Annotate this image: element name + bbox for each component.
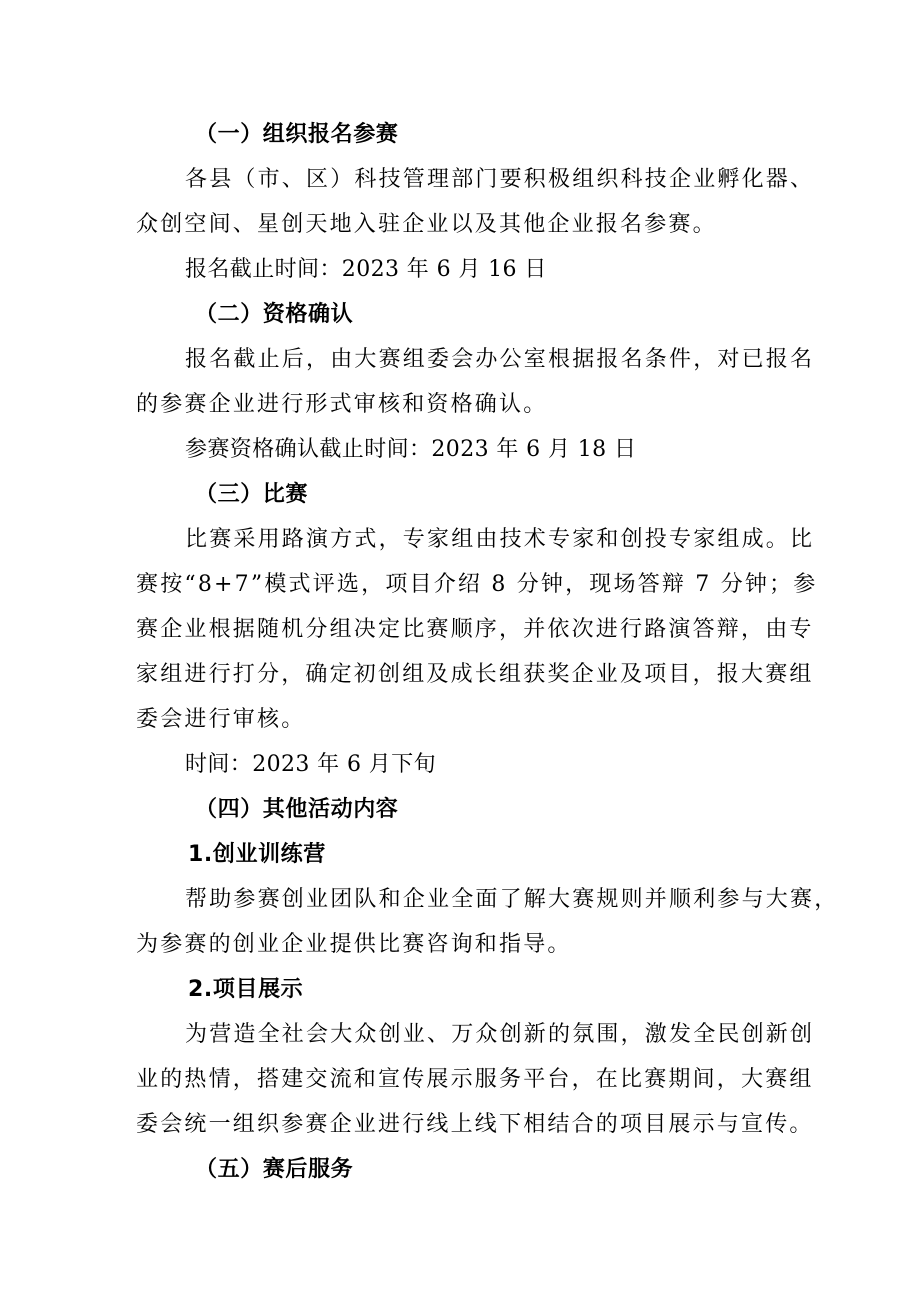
paragraph-line: 家组进行打分，确定初创组及成长组获奖企业及项目，报大赛组 <box>136 662 814 687</box>
section-heading-3: （三）比赛 <box>195 482 309 507</box>
paragraph-line: 众创空间、星创天地入驻企业以及其他企业报名参赛。 <box>136 212 717 237</box>
deadline-text: 参赛资格确认截止时间：2023 年 6 月 18 日 <box>185 437 637 462</box>
paragraph-line: 业的热情，搭建交流和宣传展示服务平台，在比赛期间，大赛组 <box>136 1067 814 1092</box>
time-text: 时间：2023 年 6 月下旬 <box>185 752 436 777</box>
paragraph-line: 报名截止后，由大赛组委会办公室根据报名条件，对已报名 <box>185 347 815 372</box>
section-heading-5: （五）赛后服务 <box>195 1157 354 1182</box>
subheading-project-showcase: 2.项目展示 <box>188 977 304 1002</box>
paragraph-line: 赛企业根据随机分组决定比赛顺序，并依次进行路演答辩，由专 <box>136 617 814 642</box>
section-heading-4: （四）其他活动内容 <box>195 797 399 822</box>
paragraph-line: 为营造全社会大众创业、万众创新的氛围，激发全民创新创 <box>185 1022 815 1047</box>
section-heading-1: （一）组织报名参赛 <box>195 122 399 147</box>
paragraph-line: 委会统一组织参赛企业进行线上线下相结合的项目展示与宣传。 <box>136 1112 814 1137</box>
paragraph-line: 赛按“8+7”模式评选，项目介绍 8 分钟，现场答辩 7 分钟；参 <box>136 572 818 597</box>
section-heading-2: （二）资格确认 <box>195 302 354 327</box>
paragraph-line: 的参赛企业进行形式审核和资格确认。 <box>136 392 548 417</box>
paragraph-line: 比赛采用路演方式，专家组由技术专家和创投专家组成。比 <box>185 527 815 552</box>
paragraph-line: 帮助参赛创业团队和企业全面了解大赛规则并顺利参与大赛， <box>185 887 839 912</box>
paragraph-line: 各县（市、区）科技管理部门要积极组织科技企业孵化器、 <box>185 167 815 192</box>
paragraph-line: 委会进行审核。 <box>136 707 306 732</box>
paragraph-line: 为参赛的创业企业提供比赛咨询和指导。 <box>136 932 572 957</box>
deadline-text: 报名截止时间：2023 年 6 月 16 日 <box>185 257 547 282</box>
subheading-training-camp: 1.创业训练营 <box>188 842 326 867</box>
